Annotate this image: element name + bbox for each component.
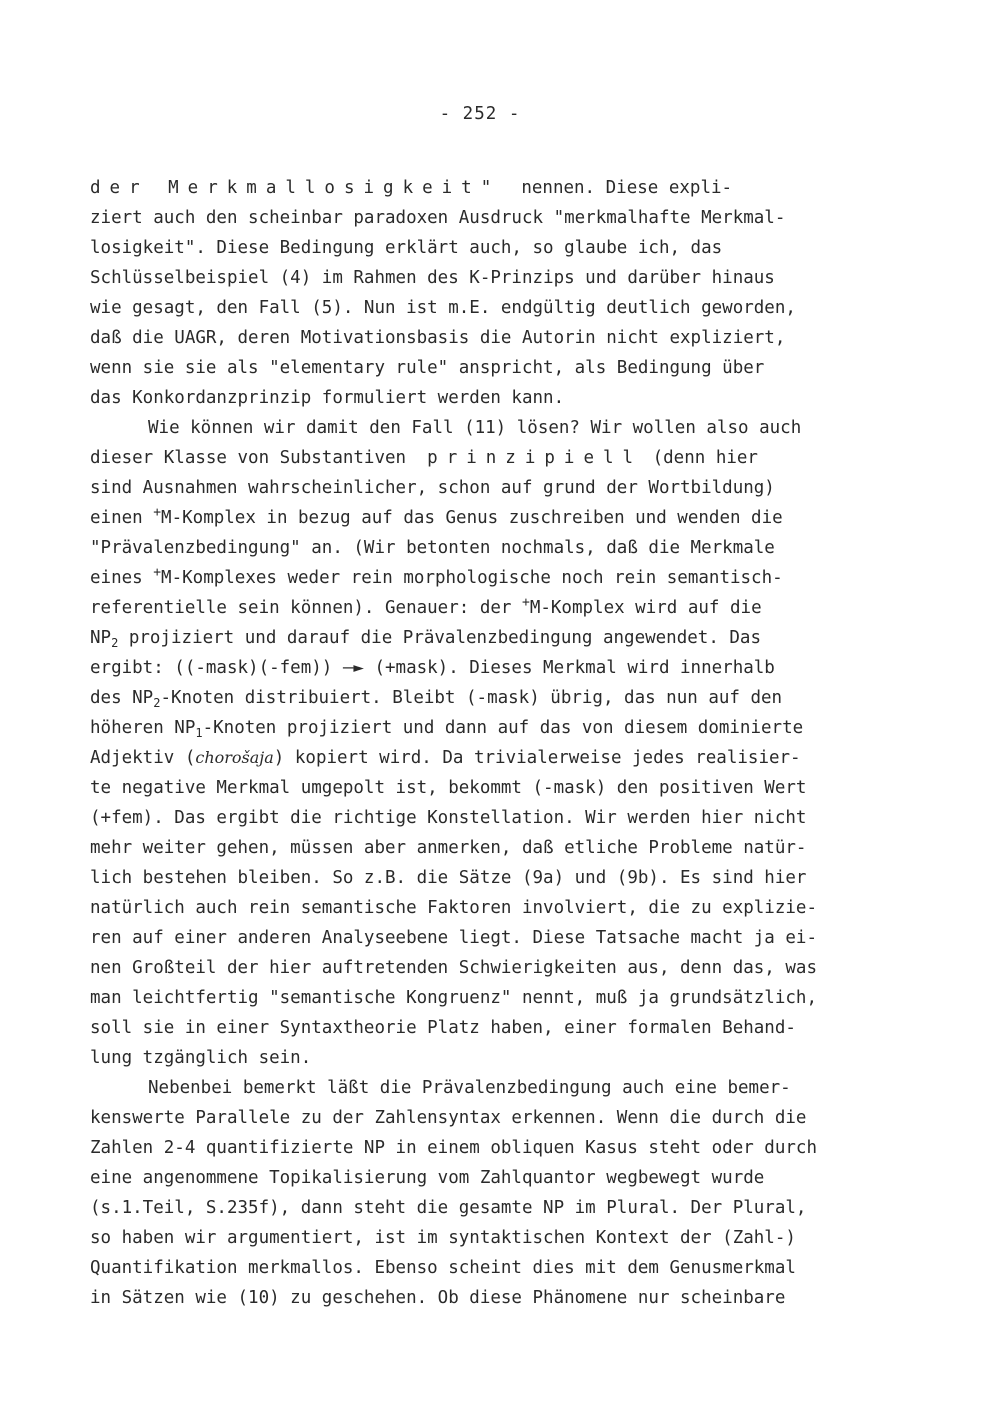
text-line: (+fem). Das ergibt die richtige Konstellation. Wir werden hier nicht	[90, 808, 807, 828]
text-span: nennen. Diese expli-	[500, 178, 733, 198]
text-span: eines	[90, 568, 154, 588]
text-line: daß die UAGR, deren Motivationsbasis die Autorin nicht expliziert,	[90, 328, 786, 348]
text-span: -Knoten distribuiert. Bleibt (-mask) übrig, das nun auf den	[160, 688, 783, 708]
text-line: te negative Merkmal umgepolt ist, bekommt (-mask) den positiven Wert	[90, 778, 807, 798]
text-line	[90, 443, 890, 473]
text-line: natürlich auch rein semantische Faktoren involviert, die zu explizie-	[90, 898, 817, 918]
text-span: ) kopiert wird. Da trivialerweise jedes realisier-	[273, 748, 801, 768]
text-line: "Prävalenzbedingung" an. (Wir betonten nochmals, daß die Merkmale	[90, 538, 775, 558]
text-line: man leichtfertig "semantische Kongruenz" nennt, muß ja grundsätzlich,	[90, 988, 817, 1008]
text-span: NP	[90, 628, 112, 648]
text-line: kenswerte Parallele zu der Zahlensyntax erkennen. Wenn die durch die	[90, 1108, 807, 1128]
text-line: wie gesagt, den Fall (5). Nun ist m.E. endgültig deutlich geworden,	[90, 298, 796, 318]
text-span: M-Komplex wird auf die	[529, 598, 762, 618]
spaced-term: der Merkmallosigkeit"	[90, 178, 501, 198]
text-line	[90, 713, 890, 743]
subscript: 2	[153, 696, 161, 710]
text-span: Adjektiv (	[90, 748, 196, 768]
text-line: ziert auch den scheinbar paradoxen Ausdruck "merkmalhafte Merkmal-	[90, 208, 786, 228]
text-span: einen	[90, 508, 154, 528]
text-line: mehr weiter gehen, müssen aber anmerken, daß etliche Probleme natür-	[90, 838, 807, 858]
spaced-term: prinzipiell	[427, 448, 643, 468]
plus-superscript: +	[153, 565, 162, 580]
plus-superscript: +	[153, 505, 162, 520]
plus-superscript: +	[521, 595, 530, 610]
text-span: des NP	[90, 688, 154, 708]
text-line: soll sie in einer Syntaxtheorie Platz haben, einer formalen Behand-	[90, 1018, 796, 1038]
page-number: - 252 -	[439, 104, 521, 124]
paragraph-start: Nebenbei bemerkt läßt die Prävalenzbedingung auch eine bemer-	[148, 1078, 791, 1098]
text-span: (denn hier	[642, 448, 758, 468]
text-span: M-Komplexes weder rein morphologische noch rein semantisch-	[161, 568, 783, 588]
text-span: -Knoten projiziert und dann auf das von diesem dominierte	[202, 718, 804, 738]
text-line: sind Ausnahmen wahrscheinlicher, schon auf grund der Wortbildung)	[90, 478, 775, 498]
text-span: dieser Klasse von Substantiven	[90, 448, 428, 468]
text-line	[90, 503, 890, 533]
text-line: eine angenommene Topikalisierung vom Zahlquantor wegbewegt wurde	[90, 1168, 765, 1188]
subscript: 1	[195, 726, 203, 740]
text-line: nen Großteil der hier auftretenden Schwierigkeiten aus, denn das, was	[90, 958, 817, 978]
paragraph-start: Wie können wir damit den Fall (11) lösen? Wir wollen also auch	[148, 418, 802, 438]
text-line: lung tzgänglich sein.	[90, 1048, 312, 1068]
text-line: so haben wir argumentiert, ist im syntaktischen Kontext der (Zahl-)	[90, 1228, 796, 1248]
text-line: losigkeit". Diese Bedingung erklärt auch, so glaube ich, das	[90, 238, 723, 258]
text-span: höheren NP	[90, 718, 196, 738]
italic-term: chorošaja	[195, 748, 274, 767]
text-span: projiziert und darauf die Prävalenzbedingung angewendet. Das	[118, 628, 762, 648]
text-line: ren auf einer anderen Analyseebene liegt. Diese Tatsache macht ja ei-	[90, 928, 817, 948]
text-span: M-Komplex in bezug auf das Genus zuschreiben und wenden die	[161, 508, 783, 528]
text-span: referentielle sein können). Genauer: der	[90, 598, 522, 618]
text-line	[90, 563, 890, 593]
text-line	[90, 593, 890, 623]
text-line: Schlüsselbeispiel (4) im Rahmen des K-Prinzips und darüber hinaus	[90, 268, 775, 288]
subscript: 2	[111, 636, 119, 650]
text-line: wenn sie sie als "elementary rule" anspricht, als Bedingung über	[90, 358, 765, 378]
text-line: lich bestehen bleiben. So z.B. die Sätze (9a) und (9b). Es sind hier	[90, 868, 807, 888]
text-line: in Sätzen wie (10) zu geschehen. Ob diese Phänomene nur scheinbare	[90, 1288, 786, 1308]
body-text	[90, 173, 890, 1313]
text-line	[90, 173, 890, 203]
text-line	[90, 623, 890, 653]
text-line: das Konkordanzprinzip formuliert werden kann.	[90, 388, 565, 408]
text-line	[90, 743, 890, 773]
text-line: ergibt: ((-mask)(-fem)) —► (+mask). Dieses Merkmal wird innerhalb	[90, 658, 775, 678]
text-line: Quantifikation merkmallos. Ebenso scheint dies mit dem Genusmerkmal	[90, 1258, 796, 1278]
text-line: Zahlen 2-4 quantifizierte NP in einem obliquen Kasus steht oder durch	[90, 1138, 817, 1158]
text-line: (s.1.Teil, S.235f), dann steht die gesamte NP im Plural. Der Plural,	[90, 1198, 807, 1218]
text-line	[90, 683, 890, 713]
